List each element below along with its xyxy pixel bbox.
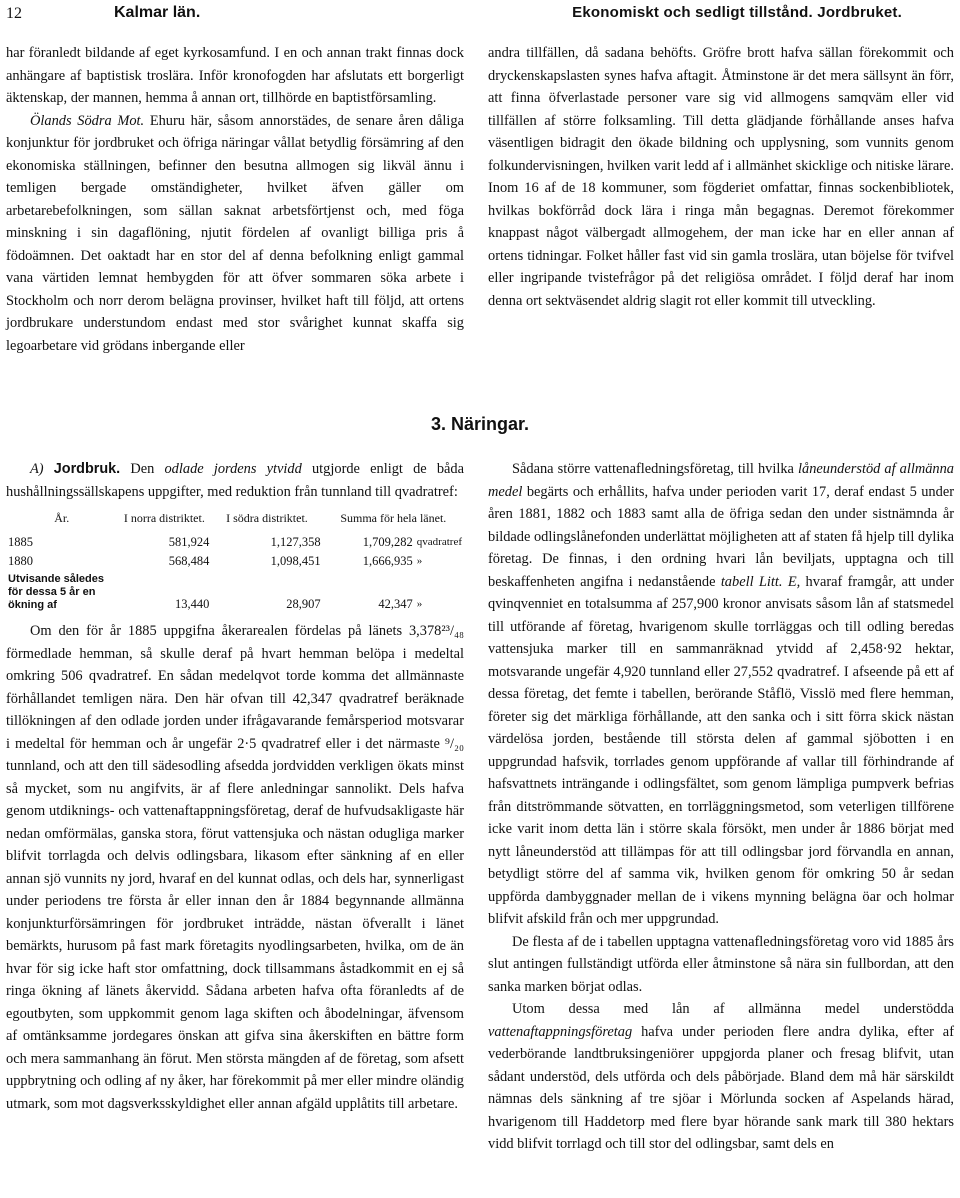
column-bottom-right bbox=[488, 458, 954, 1156]
left-running-title: Kalmar län. bbox=[114, 4, 201, 21]
column-header: År. bbox=[54, 511, 70, 525]
column-bottom-left bbox=[6, 458, 464, 1115]
paragraph: har föranledt bildande af eget kyrkosamfund. I en och annan trakt finnas dock anhängare af baptistisk troslära. Inför kronofogden har afslutats ett borgerligt äktenskap, der mannen, hemma å annan ort, tillhörde en baptistförsamling. bbox=[6, 45, 464, 106]
paragraph: Om den för år 1885 uppgifna åkerarealen fördelas på länets 3,378²³/₄₈ förmedlade hemman, så skulle deraf på hvart hemman belöpa i medeltal omkring 506 qvadratref. En sådan medelqvot torde komma det allmännaste förhållandet temligen nära. Den här ofvan till 42,347 qvadratref beräknade tillökningen af den odlade jorden under ifrågavarande femårsperiod motsvarar i medeltal för hemman och år ungefär 2·5 qvadratref eller i det närmaste ⁹/₂₀ tunnland, och att den till sädesodling afsedda jordvidden verkligen ökats minst så mycket, som nu angifvits, är af flere anledningar sannolikt. Dels hafva genom utdiknings- och vattenaftappningsföretag, deraf de hufvudsakligaste här nedan omförmälas, ganska stora, förut vattensjuka och nästan odugliga marker blifvit torrlagda och delvis odlingsbara, likasom efter sänkning af en eller annan sjö vunnits ny jord, hvaraf en del kunnat odlas, och dels har, synnerligast under periodens tre första år eller innan den år 1884 begynnande allmänna konjunkturförsämringen för jordbruket inträdde, nästan öfverallt i länet bemärkts, hurusom på fast mark företagits nyodlingsarbeten, hvilka, om de än hvar för sig icke haft stor omfattning, dock tillsammans åstadkommit en ej så ringa ökning af länets åkervidd. Sådana arbeten hafva ofta föranledts af de egoutbyten, som uppkommit genom laga skiften och åbodelningar, äfvensom af omtänksamme jordegares önskan att gifva sina åkerskiften en bättre form och mera sammanhang än förut. Men största mängden af de företag, som afsett uppbrytning och odling af ny åker, har förekommit på mer eller mindre oländig utmark, som mot dagsverksskyldighet eller annan afgäld upplåtits till arbetare. bbox=[6, 623, 464, 1112]
column-header: I södra distriktet. bbox=[226, 511, 308, 525]
column-header: Summa för hela länet. bbox=[340, 511, 447, 525]
paragraph: Utom dessa med lån af allmänna medel understödda vattenaftappningsföretag hafva under perioden flere andra dylika, efter af vederbörande landtbruksingeniörer uppgjorda planer och fresag blifvit, utan sådant understöd, dels utförda och dels påbörjade. Bland dem må här särskildt nämnas dels sänkning af tre sjöar i Mörlunda socken af Aspelands härad, hvarigenom till Haddetorp med flere byar hörande sank mark till 380 hektars vidd blifvit torrlagd och till stor del odlingsbar, samt dels en bbox=[488, 1001, 954, 1152]
column-top-right bbox=[488, 42, 954, 312]
cultivated-area-table bbox=[6, 507, 464, 614]
column-header: I norra distriktet. bbox=[123, 511, 205, 525]
table-row: 1885 581,924 1,127,358 1,709,282 qvadratref bbox=[8, 535, 462, 549]
paragraph: andra tillfällen, då sadana behöfts. Gröfre brott hafva sällan förekommit och dryckenskapslasten synes hafva aftagit. Åtminstone är det mera sällsynt än förr, att finna öfverlastade personer vare sig vid allmogens samqväm eller vid tillfällen af större folksamling. Till detta glädjande förhållande anses hafva väsentligen bidragit den ökade bildning och upplysning, som vunnits genom folkundervisningen, hvilken varit ledd af i allmänhet skicklige och nitiske lärare. Inom 16 af de 18 kommuner, som fögderiet omfattar, finnas sockenbibliotek, hvilkas bokförråd dock lära i ringa mån begagnas. Deremot förekommer knappast något välbergadt allmogehem, der man icke har en eller annan af ortens tidningar. Folket håller fast vid sin gamla troslära, utan böjelse för tvifvel eller ingripande tvistefrågor på det religiösa området. I följd deraf har inom denna ort sektväsendet aldrig slagit rot eller kommit till utveckling. bbox=[488, 45, 954, 309]
running-header bbox=[0, 2, 960, 24]
table-header-row bbox=[6, 507, 464, 533]
table-row-increase: Utvisande således för dessa 5 år en ökning af 13,440 28,907 42,347 » bbox=[8, 573, 423, 611]
section-heading: 3. Näringar. bbox=[430, 414, 530, 434]
paragraph: Sådana större vattenafledningsföretag, till hvilka låneunderstöd af allmänna medel begärts och erhållits, hafva under perioden varit 17, deraf endast 5 under åren 1881, 1882 och 1883 samt alla de öfriga sedan den under sistnämnda år bildade odlingslånefonden underlättat möjligheten att af staten få hjelp till dylika företag. De finnas, i den ordning hvari lån beviljats, upptagna och till beskaffenheten angifna i nedanstående tabell Litt. E, hvaraf framgår, att under qvinqvenniet en totalsumma af 257,900 kronor anvisats såsom lån af statsmedel till utförande af företag, hvarigenom skulle torrläggas och till odling beredas vattensjuka marker till en sammanräknad ytvidd af 2,458·92 hektar, motsvarande ungefär 4,920 tunnland eller 27,552 qvadratref. I afseende på ett af dessa företag, det femte i tabellen, berörande Ståflö, Visslö med flere hemman, företer sig det märkliga förhållande, att den sanka och i sitt förra skick nästan värdelösa jorden, bestående till största delen af gammal sjöbotten i en uppgrundad hafsvik, torrlades genom uppförande af vallar till förhindrande af hafsvattnets inträngande i odlingsfältet, som genom lämpliga pumpverk befrias från ditströmmande sötvatten, en torrläggningsmetod, som veterligen tillförene icke varit inom detta län i större skala försökt, men under år 1886 börjat med nytt låneunderstöd att tillämpas för att till odlingsbar jord förvandla en annan, betydligt större del af samma vik, hvilken genom för omkring 50 år sedan uppförda dambyggnader mellan de i vikens mynning belägna öar och holmar blifvit afskild från och mer uppgrundad. bbox=[488, 461, 955, 927]
paragraph: Ölands Södra Mot. Ehuru här, såsom annorstädes, de senare åren dåliga konjunktur för jordbruket och öfriga näringar vållat betydlig försämring af den ekonomiska ställningen, befinner den besutna allmogen sig likväl ännu i temligen bergade omständigheter, hvilket äfven gäller om arbetarebefolkningen, som sällan saknat arbetsförtjenst och, med föga minskning i sin dagaflöning, njutit fördelen af ovanligt billiga pris å födoämnen. Det oaktadt har en stor del af denna befolkning enligt gammal vana värtiden lemnat hembygden för att öfver sommaren söka arbete i Stockholm och norr derom belägna provinser, hvilket haft till följd, att ortens jordbrukare understundom endast med stor svårighet kunnat skaffa sig legoarbetare vid grödans inbergande eller bbox=[6, 112, 464, 354]
right-running-title: Ekonomiskt och sedligt tillstånd. Jordbruket. bbox=[572, 4, 902, 21]
subsection-heading: Jordbruk. bbox=[53, 461, 121, 477]
district-name: Ölands Södra Mot. bbox=[30, 112, 145, 129]
column-top-left bbox=[6, 42, 464, 357]
page-number: 12 bbox=[6, 5, 22, 22]
paragraph: A) Jordbruk. Den odlade jordens ytvidd utgjorde enligt de båda hushållningssällskapens uppgifter, med reduktion från tunnland till qvadratref: bbox=[6, 461, 464, 500]
table-row: 1880 568,484 1,098,451 1,666,935 » bbox=[8, 554, 423, 568]
paragraph: De flesta af de i tabellen upptagna vattenafledningsföretag voro vid 1885 års slut antingen fullständigt utförda eller åtminstone så nära sin fullbordan, att den sanka marken börjat odlas. bbox=[488, 933, 954, 995]
